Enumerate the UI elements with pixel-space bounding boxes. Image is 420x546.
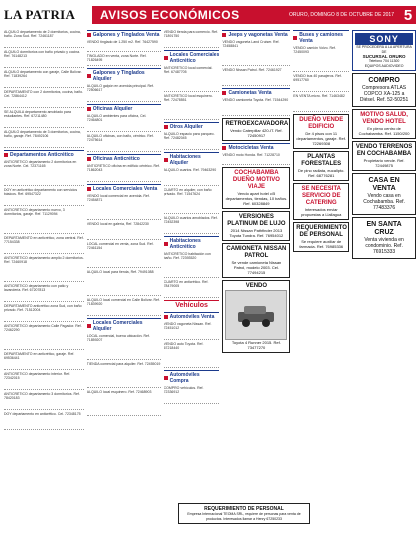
- page-number: 5: [403, 6, 413, 24]
- edition-date: ORURO, DOMINGO 8 DE OCTUBRE DE 2017: [288, 12, 394, 18]
- bullet-square-icon: [164, 315, 168, 319]
- bullet-square-icon: [164, 56, 168, 60]
- newspaper-name: LA PATRIA: [4, 7, 76, 22]
- ad-text: DEPARTAMENTO en anticrético, zona central. Ref. 77154338: [4, 236, 84, 254]
- ad-text: SE ALQUILA departamento amoblado para estudiantes. Ref. 67211480: [4, 110, 84, 128]
- vendo-toyota-ad: VENDO Toyota 4 Runner 2015. Ref. 73477270: [222, 280, 290, 353]
- ad-text: CUARTO en anticrético. Ref. 78479005: [164, 280, 220, 298]
- ad-text: ANTICRÉTICO departamento nuevo, 3 dormitorios, garaje. Ref. 71129094: [4, 208, 84, 234]
- ad-text: VENDO moto Honda. Ref. 71228710: [222, 153, 290, 165]
- category-heading: Galpones y Tinglados Alquiler: [87, 68, 161, 82]
- ad-text: ANTICRÉTICO departamento interior. Ref. 72342015: [4, 372, 84, 390]
- category-heading: Camionetas Venta: [222, 88, 290, 96]
- ad-text: DEPARTAMENTO anticrético zona Sud, con baño privado. Ref. 71512004: [4, 304, 84, 322]
- section-title: AVISOS ECONÓMICOS: [92, 6, 289, 24]
- ad-text: ALQUILO dormitorios con baño privado y cocina. Ref. 76148213: [4, 50, 84, 68]
- versiones-platinum-ad: VERSIONES PLATINUM DE LUJO 2014 Nissan Pathfinder 2013 Toyota Tundra. Ref. 76954012: [222, 211, 290, 241]
- ad-text: ALQUILO cuartos amoblados. Ref. 72452398: [164, 216, 220, 234]
- ad-text: ALQUILO departamento con garaje, Calle Bolívar. Ref. 71839264: [4, 70, 84, 88]
- ad-text: EN VENTA micro. Ref. 71463482: [293, 94, 349, 112]
- column-3: [164, 30, 220, 544]
- bullet-square-icon: [87, 187, 91, 191]
- bullet-square-icon: [87, 33, 91, 37]
- bullet-square-icon: [164, 376, 168, 380]
- ad-text: VENDO vagoneta Nissan. Ref. 72451012: [164, 322, 220, 340]
- ad-text: DEPARTAMENTO con 2 dormitorios, cocina, baño. Cel. 72864412: [4, 90, 84, 108]
- ad-text: ANTICRÉTICO departamento con patio y lavandería. Ref. 67207813: [4, 284, 84, 302]
- bullet-square-icon: [164, 158, 168, 162]
- bullet-square-icon: [87, 107, 91, 111]
- santa-cruz-ad: EN SANTA CRUZ Venta vivienda en condominio. Ref. 76915333: [352, 217, 416, 259]
- bullet-square-icon: [87, 324, 91, 328]
- ad-text: VENDO tinglado de 1.250 m2. Ref. 76427590: [87, 40, 161, 52]
- ad-text: ANTICRÉTICO departamento 2 dormitorios en zona Norte. Cel. 72371165: [4, 160, 84, 186]
- ad-text: ALQUILO espacio para parqueo. Ref. 72482045: [164, 132, 220, 150]
- ad-text: ANTICRÉTICO local comercial. Ref. 67487705: [164, 66, 220, 92]
- ad-text: ANTICRÉTICO local esquinero. Ref. 72478551: [164, 94, 220, 120]
- ad-text: ALQUILO local para tienda, Ref. 79491088: [87, 270, 161, 296]
- category-heading: Automóviles Compra: [164, 370, 220, 384]
- category-heading: Otros Alquiler: [164, 122, 220, 130]
- sony-ad: SONY SE PROCEDERÁ A LA APERTURA DE SUCURSAL ORURO Telefono 704 11300 EQUIPOS AUDIOVIDEO: [352, 30, 416, 71]
- section-bar: [92, 6, 416, 24]
- cochabamba-ad: COCHABAMBA DUEÑO MOTIVO VIAJE Vendo apart hotel c/5 departamentos, tiendas, 10 baños. Ref. 60328849: [222, 167, 290, 209]
- category-heading: Habitaciones Anticrético: [164, 236, 220, 250]
- bullet-square-icon: [164, 242, 168, 246]
- ad-text: VENDO camión Volvo. Ref. 72450093: [293, 46, 349, 72]
- ad-text: ALQUILO departamento de 2 dormitorios, cocina, baño. Zona Sud. Ref. 72461187: [4, 30, 84, 48]
- ad-text: ALQUILO local comercial en Calle Bolívar. Ref. 71839920: [87, 298, 161, 316]
- category-heading: Oficinas Anticrético: [87, 154, 161, 162]
- ad-text: ANTICRÉTICO departamento amplio 2 dormitorios. Ref. 72460918: [4, 256, 84, 282]
- ad-text: LOCAL comercial en venta, zona Sud. Ref. 72461154: [87, 242, 161, 268]
- ad-text: ANTICRÉTICO habitación con baño. Ref. 72393520: [164, 252, 220, 278]
- car-photo: [225, 290, 287, 340]
- category-heading: Galpones y Tinglados Venta: [87, 30, 161, 38]
- ad-text: ANTICRÉTICO departamento Calle Pagador. Ref. 72462290: [4, 324, 84, 350]
- category-heading: Locales Comerciales Alquiler: [87, 318, 161, 332]
- column-1: [4, 30, 84, 544]
- category-heading: Jeeps y vagonetas Venta: [222, 30, 290, 38]
- ad-text: TINGLADO en venta, zona Norte. Ref. 71826495: [87, 54, 161, 66]
- category-heading: Locales Comerciales Anticrético: [164, 50, 220, 64]
- category-heading: Departamentos Anticrético: [4, 150, 84, 158]
- ad-text: COMPRO vehículos. Ref. 72336912: [164, 386, 220, 404]
- column-6: [352, 30, 416, 544]
- compro-compresora-ad: COMPRO Compresora ATLAS COPCO XA-125 a Diésel. Ref. 52-50251: [352, 73, 416, 107]
- ad-text: VENDO tienda para comercio. Ref. 71891750: [164, 30, 220, 48]
- ad-text: CUARTO en alquiler, con baño privado. Ref. 71547624: [164, 188, 220, 214]
- bullet-square-icon: [293, 36, 297, 40]
- ad-text: ANTICRÉTICO departamento 3 dormitorios. Ref. 78420183: [4, 392, 84, 410]
- vehicles-heading: Vehículos: [164, 300, 220, 310]
- plantas-forestales-ad: PLANTAS FORESTALES De pino radiata, eucalipto. Ref. 68776281: [293, 151, 349, 181]
- ad-text: VENDO camioneta Toyota. Ref. 71544290: [222, 98, 290, 116]
- ad-text: VENDO bus 40 pasajeros. Ref. 69517760: [293, 74, 349, 92]
- ad-text: ALQUILO local esquinero. Ref. 72468903: [87, 390, 161, 416]
- column-2: [87, 30, 161, 544]
- category-heading: Automóviles Venta: [164, 312, 220, 320]
- bullet-square-icon: [87, 157, 91, 161]
- category-heading: Oficinas Alquiler: [87, 104, 161, 112]
- ad-text: TIENDA comercial para alquiler. Ref. 72455019: [87, 362, 161, 388]
- requerimiento-personal-ad: REQUERIMIENTO DE PERSONAL Se requiere auxiliar de farmacia. Ref. 76985336: [293, 222, 349, 252]
- servicio-catering-ad: SE NECESITA SERVICIO DE CATERING Interesados enviar propuestas a Llallagua: [293, 183, 349, 220]
- bullet-square-icon: [222, 91, 226, 95]
- ad-text: VENDO auto Toyota. Ref. 67218440: [164, 342, 220, 368]
- ad-text: ALQUILO departamento de 3 dormitorios, cocina, baño, garaje. Ref. 78492106: [4, 130, 84, 148]
- ad-text: DOY en anticrético departamento con servicios básicos. Ref. 69547322: [4, 188, 84, 206]
- category-heading: Locales Comerciales Venta: [87, 184, 161, 192]
- column-4: [222, 30, 290, 544]
- ad-text: ALQUILO galpón en avenida principal. Ref. 72506617: [87, 84, 161, 102]
- casa-en-venta-ad: CASA EN VENTA Vendo casa en Cochabamba. Ref. 77483376: [352, 173, 416, 215]
- bullet-square-icon: [4, 153, 8, 157]
- bullet-square-icon: [222, 33, 226, 37]
- footer-requerimiento-ad: REQUERIMIENTO DE PERSONAL Empresa Internacional TEOMA SRL, requiere de personas para venta de productos. Interesados llamar a Henry 67250233: [178, 503, 310, 524]
- bullet-square-icon: [164, 125, 168, 129]
- bullet-square-icon: [87, 74, 91, 78]
- ad-text: VENDO Nissan Patrol. Ref. 72461927: [222, 68, 290, 86]
- sony-logo: SONY: [355, 33, 413, 45]
- ad-text: VENDO local comercial en avenida. Ref. 72454871: [87, 194, 161, 220]
- ad-text: DOY departamento en anticrético. Cel. 72348175: [4, 412, 84, 430]
- ad-text: ALQUILO oficinas, con baño, céntrico. Ref. 72475614: [87, 134, 161, 152]
- ad-text: ALQUILO ambientes para oficina, Cel. 72464801: [87, 114, 161, 132]
- retroexcavadora-ad: RETROEXCAVADORA Vendo Caterpillar 420-IT. Ref. 72450917: [222, 118, 290, 141]
- camioneta-nissan-ad: CAMIONETA NISSAN PATROL Se vende camioneta Nissan Patrol, modelo 2003. Cel. 77494215: [222, 243, 290, 278]
- ad-text: ALQUILO cuartos. Ref. 79463290: [164, 168, 220, 186]
- ad-text: LOCAL comercial, buena ubicación. Ref. 71859207: [87, 334, 161, 360]
- category-heading: Habitaciones Alquiler: [164, 152, 220, 166]
- car-icon: [234, 300, 278, 330]
- ad-text: ANTICRÉTICO oficina en edificio céntrico. Ref. 71862043: [87, 164, 161, 182]
- bullet-square-icon: [222, 146, 226, 150]
- motivo-salud-hotel-ad: MOTIVO SALUD, VENDO HOTEL En pleno centro de Cochabamba. Ref. 1150/200: [352, 109, 416, 139]
- column-5: [293, 30, 349, 544]
- ad-text: VENDO local en galería, Ref. 72842230: [87, 222, 161, 240]
- ad-text: VENDO vagoneta Land Cruiser. Ref. 72458841: [222, 40, 290, 66]
- page-header: [4, 3, 416, 27]
- category-heading: Motocicletas Venta: [222, 143, 290, 151]
- dueno-vende-edificio-ad: DUEÑO VENDE EDIFICIO De 4 pisos con 11 departamentos, garaje. Ref. 72269308: [293, 114, 349, 149]
- terrenos-cochabamba-ad: VENDO TERRENOS EN COCHABAMBA Propietario vende. Ref. 72449875: [352, 141, 416, 171]
- category-heading: Buses y camiones Venta: [293, 30, 349, 44]
- ad-text: DEPARTAMENTO en anticrético, garaje. Ref. 69536441: [4, 352, 84, 370]
